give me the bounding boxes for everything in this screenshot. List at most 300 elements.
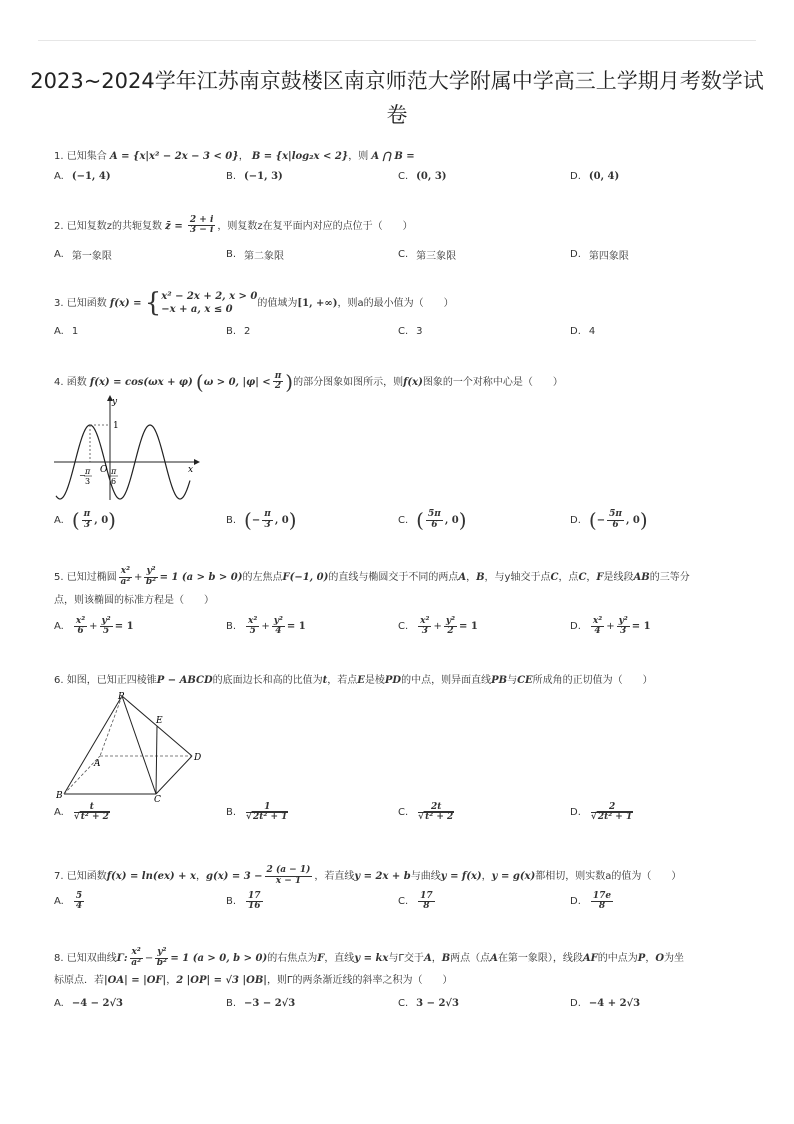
paren-close: ) — [458, 508, 467, 532]
option-eq: = 1 — [459, 621, 478, 633]
option-label: A. — [54, 998, 64, 1009]
question-6-stem — [54, 673, 754, 689]
q7-line: y = 2x + b — [354, 871, 411, 882]
right-tick-den: 6 — [111, 477, 117, 486]
x-axis-arrow-icon — [194, 459, 200, 465]
q8-mid5: 两点（点 — [450, 953, 491, 964]
option-label: C. — [398, 171, 409, 182]
title-line-1: 2023~2024学年江苏南京鼓楼区南京师范大学附属中学高三上学期月考数学试 — [30, 69, 764, 93]
option-tail: , 0 — [625, 514, 640, 526]
frac-num: y² — [445, 616, 456, 626]
option-label: C. — [398, 998, 409, 1009]
q8-f: F — [317, 953, 325, 964]
option-eq: = 1 — [114, 621, 134, 633]
paren-open: ( — [71, 508, 80, 532]
q8-cond2: 2 |OP| = √3 |OB| — [176, 975, 267, 986]
q6-mid3: 是棱 — [364, 675, 385, 686]
q3-option-b[interactable] — [226, 326, 250, 337]
frac-den: √t² + 2 — [418, 812, 454, 823]
q6-mid1: 的底面边长和高的比值为 — [212, 675, 323, 686]
vertex-e-label: E — [156, 716, 163, 726]
q4-fx2: f(x) — [403, 376, 423, 388]
title-line-2: 卷 — [386, 103, 408, 127]
option-text: 4 — [588, 326, 596, 337]
q4-option-c[interactable] — [398, 508, 467, 532]
frac-num: 5π — [609, 509, 622, 520]
option-label: D. — [570, 621, 581, 633]
q1-set-b: B = {x|log₂x < 2} — [251, 151, 349, 162]
option-label: C. — [398, 621, 409, 633]
q7-option-b[interactable] — [226, 892, 265, 912]
option-sign: − — [596, 514, 606, 526]
frac-den: 3 — [83, 519, 91, 530]
frac-x — [74, 617, 87, 637]
frac-num: π — [274, 371, 282, 381]
option-text: 3 — [416, 326, 423, 337]
q5-eq-rest: = 1 (a > b > 0) — [159, 572, 243, 583]
option-frac — [418, 892, 435, 912]
option-label: B. — [226, 807, 237, 819]
q4-number: 4. 函数 — [54, 376, 87, 388]
frac-num: y² — [146, 566, 156, 577]
option-label: A. — [54, 514, 64, 526]
q4-cond: ω > 0, |φ| < — [203, 376, 271, 388]
q5-frac-x — [119, 567, 132, 587]
q2-ask: ，则复数z在复平面内对应的点位于（ ） — [217, 220, 413, 232]
option-label: D. — [570, 896, 581, 908]
option-label: A. — [54, 249, 64, 260]
q7-number: 7. 已知函数 — [54, 871, 107, 882]
frac-num: y² — [157, 947, 167, 958]
option-frac — [74, 892, 84, 912]
q8-frac-y — [155, 948, 168, 968]
frac-num: 2 (a − 1) — [266, 865, 311, 876]
frac-den: 3 — [264, 519, 271, 530]
option-frac — [591, 803, 633, 823]
option-tail: , 0 — [94, 514, 109, 526]
q4-option-a[interactable] — [54, 508, 116, 532]
option-text: (−1, 4) — [71, 171, 111, 182]
frac-num: x² — [131, 947, 141, 958]
q1-option-c[interactable] — [398, 171, 447, 182]
option-label: B. — [226, 171, 237, 182]
vertex-d-label: D — [194, 753, 202, 763]
q3-range: [1, +∞) — [297, 298, 338, 309]
q6-pyramid-figure — [56, 690, 206, 804]
frac-y — [100, 617, 113, 637]
q8-mid9: 为坐 — [664, 953, 685, 964]
q3-ask: ，则a的最小值为（ ） — [337, 298, 454, 309]
vertex-a-label: A — [94, 759, 101, 769]
q7-mid3: ， — [481, 871, 492, 882]
origin-label: O — [100, 465, 108, 475]
q8-option-d[interactable] — [570, 998, 640, 1009]
frac-den: a² — [131, 957, 142, 968]
option-frac — [607, 510, 624, 530]
frac-x — [418, 617, 431, 637]
q5-option-b[interactable]: B. $\frac{\text{x²}}{5}$ + $\frac{\text{y²}}{4}$ = 1 — [226, 616, 306, 637]
q8-frac-x — [130, 948, 143, 968]
q8-ask: ，则Γ的两条渐近线的斜率之积为（ ） — [266, 975, 453, 986]
option-tail: , 0 — [274, 514, 289, 526]
option-label: A. — [54, 807, 64, 819]
q1-option-a[interactable] — [54, 171, 111, 182]
frac-den: 4 — [594, 626, 601, 637]
q2-option-b[interactable] — [226, 247, 284, 262]
edge-pa-hidden — [100, 696, 122, 756]
frac-num: 17e — [592, 891, 612, 901]
q8-p: P — [637, 953, 646, 964]
piecewise-brace: { — [144, 288, 162, 318]
option-frac — [262, 510, 273, 530]
q7-option-d[interactable] — [570, 892, 615, 912]
y-label: y — [112, 397, 118, 407]
q8-mid2: ，直线 — [324, 953, 355, 964]
question-7-stem — [54, 864, 754, 890]
option-label: A. — [54, 896, 64, 908]
q6-ask: 所成角的正切值为（ ） — [532, 675, 653, 686]
top-divider — [38, 40, 756, 41]
frac-den: b² — [145, 576, 157, 587]
q1-expr: A ⋂ B = — [371, 151, 415, 162]
q5-rest3: ，点 — [558, 572, 579, 583]
option-frac — [82, 510, 93, 530]
paren-open: ( — [416, 508, 424, 532]
frac-num: x² — [120, 566, 131, 577]
q8-option-c[interactable] — [398, 998, 459, 1009]
q7-f: f(x) = ln(ex) + x — [106, 871, 196, 882]
q6-mid4: 的中点，则异面直线 — [401, 675, 492, 686]
frac-den: 4 — [275, 626, 282, 637]
frac-num: 17 — [420, 891, 433, 901]
vertex-c-label: C — [154, 795, 161, 804]
q6-option-a[interactable] — [54, 803, 112, 823]
frac-x — [246, 617, 259, 637]
q8-mid8: ， — [645, 953, 656, 964]
frac-den: a² — [120, 576, 131, 587]
q2-lhs: z̄ = — [165, 220, 183, 232]
q2-number: 2. 已知复数z的共轭复数 — [54, 220, 162, 232]
option-eq: = 1 — [286, 621, 306, 633]
x-label: x — [188, 465, 194, 475]
frac-num: x² — [75, 616, 86, 626]
edge-pb — [64, 696, 122, 794]
option-label: A. — [54, 171, 64, 182]
q6-option-c[interactable] — [398, 803, 456, 823]
frac-num: x² — [592, 616, 603, 626]
q8-sep: ， — [166, 975, 177, 986]
q3-option-c[interactable] — [398, 326, 423, 337]
right-tick-num: π — [111, 467, 117, 476]
option-label: A. — [54, 326, 64, 337]
option-label: D. — [570, 171, 581, 182]
q7-mid1: ，若直线 — [314, 871, 355, 882]
q5-point-b: B — [476, 572, 485, 583]
q5-point-f: F — [596, 572, 604, 583]
q3-cases — [161, 290, 257, 316]
q7-ask: 都相切，则实数a的值为（ ） — [535, 871, 682, 882]
q7-option-a[interactable] — [54, 892, 86, 912]
frac-num: y² — [273, 616, 283, 626]
q5-frac-y — [144, 567, 157, 587]
q7-mid2: 与曲线 — [410, 871, 441, 882]
q8-a: A — [423, 953, 432, 964]
option-label: B. — [226, 249, 237, 260]
q1-set-a: A = {x|x² − 2x − 3 < 0} — [109, 151, 239, 162]
option-text: 2 — [244, 326, 251, 337]
left-tick-den: 3 — [85, 477, 91, 486]
q5-rest5: 是线段 — [603, 572, 634, 583]
frac-num: 5π — [427, 509, 441, 520]
q5-rest2: ，与y轴交于点 — [484, 572, 551, 583]
paren-open: ( — [195, 369, 204, 394]
q8-mid3: 与Γ交于 — [388, 953, 424, 964]
sqrt-body: 2t² + 1 — [597, 812, 633, 823]
tick-label-1: 1 — [113, 421, 119, 431]
frac-den: 2 — [274, 381, 282, 392]
vertex-p-label: P — [118, 692, 125, 702]
q7-curve1: y = f(x) — [440, 871, 482, 882]
q4-mid: 的部分图象如图所示，则 — [293, 376, 404, 388]
question-2-stem — [54, 216, 754, 236]
option-sign: − — [251, 514, 261, 526]
question-1-stem — [54, 149, 754, 165]
frac-num: π — [83, 509, 91, 520]
q8-mid1: 的右焦点为 — [267, 953, 318, 964]
q8-mid6: 在第一象限），线段 — [497, 953, 583, 964]
option-label: D. — [570, 326, 581, 337]
sqrt-body: 2t² + 1 — [252, 812, 288, 823]
frac-y — [444, 617, 457, 637]
q8-option-a[interactable] — [54, 998, 123, 1009]
q4-ask: 图象的一个对称中心是（ ） — [422, 376, 563, 388]
q8-af: AF — [582, 953, 598, 964]
frac-num: t — [74, 803, 110, 813]
q7-curve2: y = g(x) — [491, 871, 536, 882]
q5-focus: F(−1, 0) — [282, 572, 329, 583]
option-label: B. — [226, 998, 237, 1009]
q6-pyramid: P − ABCD — [156, 675, 213, 686]
frac-y — [617, 617, 630, 637]
frac-x — [591, 617, 604, 637]
question-4-stem — [54, 369, 754, 394]
option-text: (−1, 3) — [244, 171, 283, 182]
q8-number: 8. 已知双曲线 — [54, 953, 117, 964]
q7-g: g(x) = 3 − — [205, 871, 263, 882]
vertex-b-label: B — [56, 791, 63, 801]
option-label: B. — [226, 896, 237, 908]
frac-den: 2 — [447, 626, 454, 637]
question-4-options — [54, 508, 754, 532]
q5-mid: 的左焦点 — [242, 572, 283, 583]
q4-option-b[interactable] — [226, 508, 297, 532]
q7-sep: ， — [195, 871, 206, 882]
option-label: C. — [398, 326, 409, 337]
option-text: (0, 3) — [416, 171, 447, 182]
frac-den: 3 — [620, 626, 627, 637]
option-label: D. — [570, 514, 581, 526]
q2-option-a[interactable] — [54, 247, 112, 262]
option-frac — [74, 803, 110, 823]
q2-frac-den: 3 − i — [189, 225, 214, 236]
sqrt-body: t² + 2 — [80, 812, 109, 823]
option-frac — [246, 892, 263, 912]
q3-mid: 的值域为 — [257, 298, 298, 309]
frac-den: 6 — [77, 626, 84, 637]
q5-point-a: A — [458, 572, 467, 583]
frac-num: y² — [618, 616, 628, 626]
frac-den: 5 — [103, 626, 110, 637]
frac-den: 16 — [248, 901, 261, 912]
option-label: A. — [54, 621, 64, 633]
frac-den: 6 — [612, 519, 619, 530]
q4-cosine-graph — [52, 392, 202, 504]
paren-close: ) — [639, 508, 648, 532]
option-eq: = 1 — [631, 621, 651, 633]
frac-den: √t² + 2 — [73, 812, 109, 823]
q8-cond1: |OA| = |OF| — [104, 975, 167, 986]
option-frac — [426, 510, 443, 530]
paren-open: ( — [588, 508, 597, 532]
q3-case-1: x² − 2x + 2, x > 0 — [161, 291, 258, 302]
left-tick-sign: − — [79, 471, 86, 480]
q6-option-d[interactable] — [570, 803, 635, 823]
q6-number: 6. 如图，已知正四棱锥 — [54, 675, 157, 686]
q6-option-b[interactable] — [226, 803, 290, 823]
q5-number: 5. 已知过椭圆 — [54, 572, 117, 583]
frac-den: 8 — [598, 901, 606, 912]
q6-e: E — [357, 675, 365, 686]
q1-sep: ， — [238, 151, 249, 162]
q5-point-c: C — [550, 572, 559, 583]
option-text: −4 + 2√3 — [588, 998, 641, 1009]
q6-t: t — [322, 675, 328, 686]
q2-option-c[interactable] — [398, 247, 456, 262]
frac-y — [272, 617, 285, 637]
q6-pd: PD — [384, 675, 402, 686]
frac-num: 1 — [246, 803, 288, 813]
q3-option-d[interactable] — [570, 326, 595, 337]
paren-open: ( — [244, 508, 252, 532]
option-text: (0, 4) — [588, 171, 620, 182]
q8-mid7: 的中点为 — [597, 953, 638, 964]
q6-mid5: 与 — [507, 675, 518, 686]
q8-line: y = kx — [354, 953, 389, 964]
q1-number: 1. 已知集合 — [54, 151, 107, 162]
frac-num: π — [264, 509, 271, 520]
question-3-stem — [54, 290, 754, 316]
q5-line2: 点，则该椭圆的标准方程是（ ） — [54, 595, 214, 606]
question-5-stem: 5. 已知过椭圆 $\frac{\text{x²}}{\text{a²}}$ + $\frac{\text{y²}}{\text{b²}}$ = 1 (a > b > 0)的左焦点F(−1, 0)的直线与椭圆交于不同的两点A，B，与y轴交于点C，点C，F是线段AB的三等分 点，则该椭圆的标准方程是（ ） — [54, 566, 754, 612]
left-tick-num: π — [85, 467, 91, 476]
frac-num: x² — [248, 616, 258, 626]
q8-gamma: Γ: — [116, 953, 128, 964]
option-label: D. — [570, 249, 581, 260]
q2-option-d[interactable] — [570, 247, 629, 262]
option-text: 第二象限 — [244, 251, 285, 262]
option-tail: , 0 — [444, 514, 459, 526]
question-8-stem: 8. 已知双曲线Γ: $\frac{\text{x²}}{\text{a²}}$ − $\frac{\text{y²}}{\text{b²}}$ = 1 (a > 0, b > 0)的右焦点为F，直线y = kx与Γ交于A，B两点（点A在第一象限），线段AF的中点为P，O为坐 标原点．若|OA| = |OF|，2 |OP| = √3 |OB|，则Γ的两条渐近线的斜率之积为（ ） — [54, 946, 754, 990]
frac-num: y² — [101, 616, 111, 626]
option-label: D. — [570, 998, 581, 1009]
edge-cd — [156, 756, 192, 794]
q6-ce: CE — [517, 675, 533, 686]
q8-line2 — [54, 972, 754, 990]
frac-num: 2 — [591, 803, 633, 813]
frac-den: 8 — [423, 901, 430, 912]
q3-fx: f(x) = — [109, 298, 142, 309]
q2-fraction — [188, 216, 216, 236]
frac-den: √2t² + 1 — [590, 812, 633, 823]
sqrt-body: t² + 2 — [425, 812, 454, 823]
q5-option-d[interactable]: D. $\frac{\text{x²}}{4}$ + $\frac{\text{y²}}{3}$ = 1 — [570, 616, 651, 637]
option-text: 第三象限 — [416, 251, 457, 262]
q6-mid2: ，若点 — [327, 675, 358, 686]
option-label: C. — [398, 807, 409, 819]
q4-option-d[interactable] — [570, 508, 648, 532]
frac-num: 17 — [248, 891, 261, 901]
option-text: 3 − 2√3 — [416, 998, 459, 1009]
option-label: B. — [226, 621, 237, 633]
q3-option-a[interactable] — [54, 326, 78, 337]
option-frac — [418, 803, 454, 823]
paren-close: ) — [108, 508, 116, 532]
q3-case-2: −x + a, x ≤ 0 — [161, 304, 233, 315]
q4-fx: f(x) = cos(ωx + φ) — [89, 376, 193, 388]
q4-cond-frac — [273, 372, 284, 392]
q7-g-frac — [265, 866, 313, 886]
q8-line2a: 标原点．若 — [54, 975, 104, 986]
segment-ce — [156, 726, 157, 794]
frac-den: 5 — [249, 626, 256, 637]
q6-pb: PB — [491, 675, 508, 686]
frac-num: x² — [420, 616, 430, 626]
frac-den: x − 1 — [275, 875, 302, 886]
option-frac — [246, 803, 288, 823]
q7-option-c[interactable] — [398, 892, 437, 912]
q1-option-b[interactable] — [226, 171, 283, 182]
q1-option-d[interactable] — [570, 171, 619, 182]
option-text: 第四象限 — [588, 251, 629, 262]
q8-o: O — [655, 953, 665, 964]
frac-den: √2t² + 1 — [246, 812, 288, 823]
option-label: C. — [398, 249, 409, 260]
q5-point-c2: C — [578, 572, 587, 583]
page-title — [30, 64, 764, 132]
option-label: D. — [570, 807, 581, 819]
frac-num: 5 — [75, 891, 83, 901]
frac-den: 6 — [431, 519, 438, 530]
frac-num: 2t — [418, 803, 454, 813]
q2-frac-num: 2 + i — [189, 215, 214, 225]
q8-b: B — [441, 953, 451, 964]
q5-option-c[interactable]: C. $\frac{\text{x²}}{3}$ + $\frac{\text{y²}}{2}$ = 1 — [398, 616, 478, 637]
q5-rest1: 的直线与椭圆交于不同的两点 — [328, 572, 459, 583]
option-label: B. — [226, 514, 237, 526]
q3-number: 3. 已知函数 — [54, 298, 107, 309]
option-text: 1 — [71, 326, 79, 337]
q5-segment-ab: AB — [633, 572, 650, 583]
q8-a2: A — [490, 953, 498, 964]
option-text: 第一象限 — [71, 251, 112, 262]
q8-eq-rest: = 1 (a > 0, b > 0) — [170, 953, 268, 964]
option-frac — [591, 892, 613, 912]
q5-rest6: 的三等分 — [649, 572, 690, 583]
q8-option-b[interactable] — [226, 998, 295, 1009]
q5-option-a[interactable]: A. $\frac{\text{x²}}{6}$ + $\frac{\text{y²}}{5}$ = 1 — [54, 616, 134, 637]
option-label: B. — [226, 326, 237, 337]
q5-rest4: ， — [586, 572, 597, 583]
